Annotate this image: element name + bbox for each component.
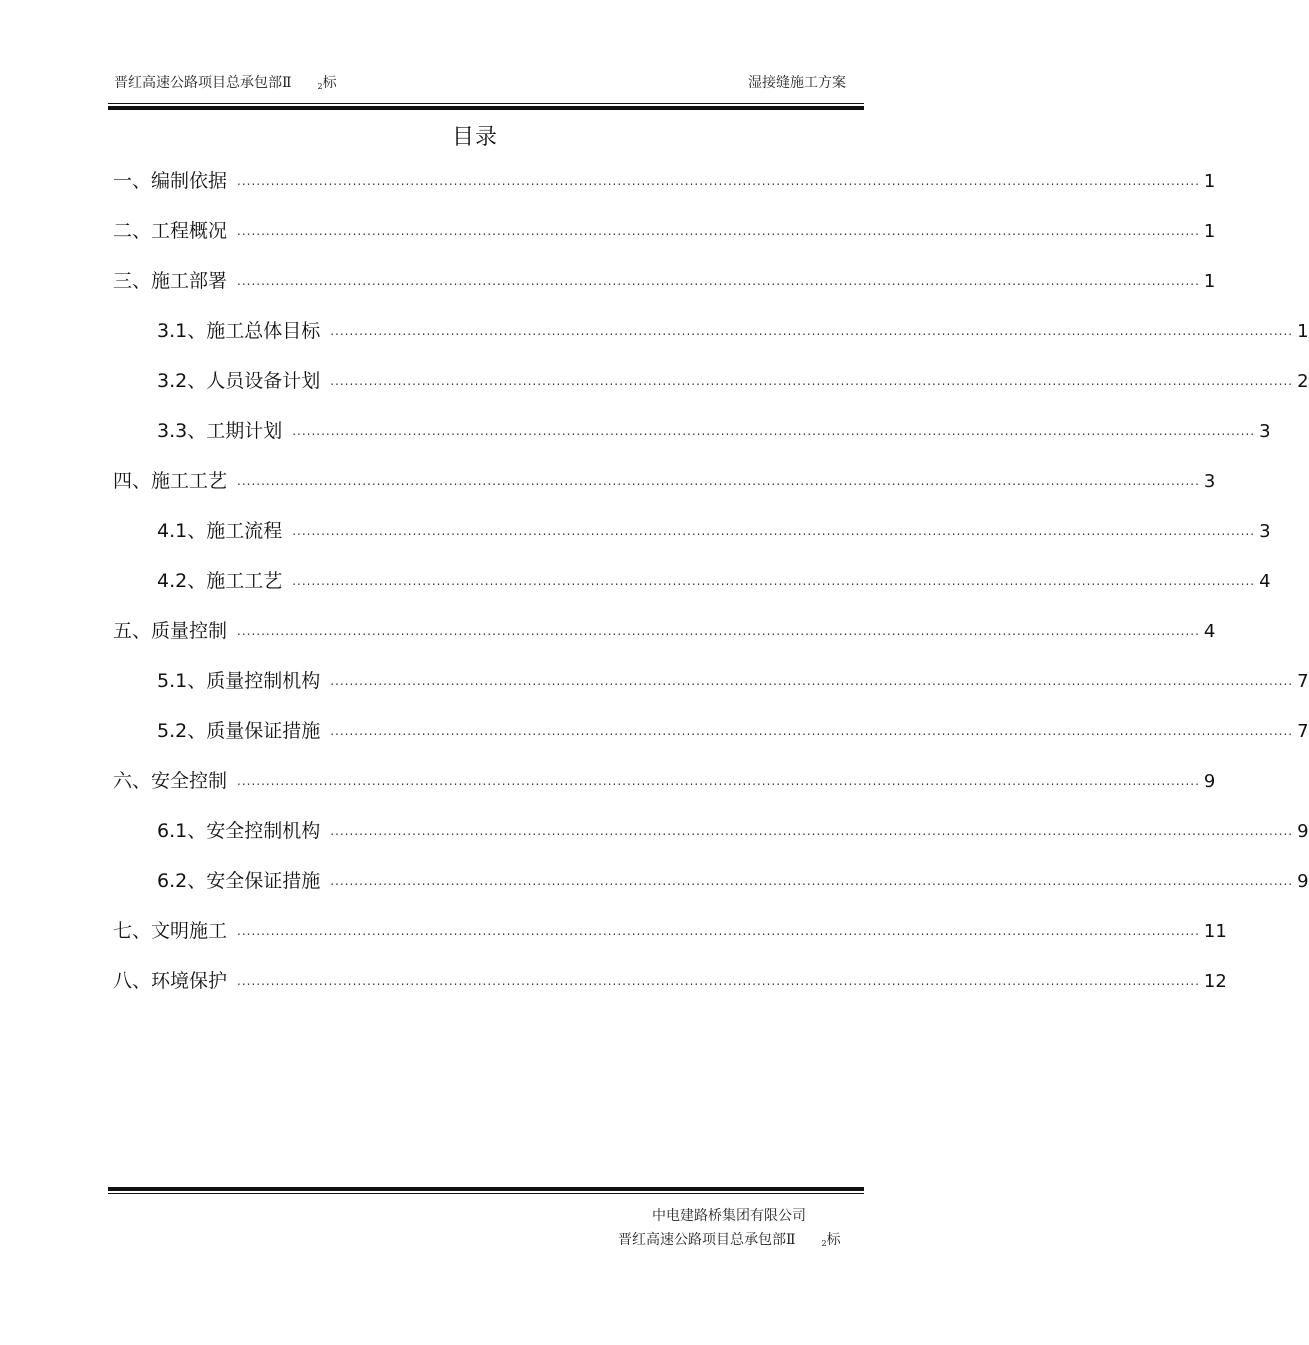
toc-leader-dots: ........................................................................................................................................................................................................ [237,974,1200,988]
toc-entry-label: 4.2、施工工艺 [157,570,283,592]
toc-leader-dots: ........................................................................................................................................................................................................ [292,524,1256,538]
toc-leader-dots: ........................................................................................................................................................................................................ [237,224,1200,238]
toc-entry-label: 六、安全控制 [113,770,228,792]
toc-entry[interactable] [113,216,1216,246]
toc-entry-page: 9 [1297,821,1309,842]
toc-entry-page: 4 [1203,621,1216,642]
toc-title: 目录 [451,125,498,150]
toc-entry[interactable] [157,716,1309,746]
toc-entry-label: 3.3、工期计划 [157,420,283,442]
toc-leader-dots: ........................................................................................................................................................................................................ [330,674,1294,688]
toc-entry-label: 3.1、施工总体目标 [157,320,321,342]
toc-leader-dots: ........................................................................................................................................................................................................ [237,274,1200,288]
toc-leader-dots: ........................................................................................................................................................................................................ [330,374,1294,388]
toc-entry-page: 9 [1203,771,1216,792]
toc-entry-label: 4.1、施工流程 [157,520,283,542]
toc-leader-dots: ........................................................................................................................................................................................................ [292,574,1256,588]
toc-entry-label: 五、质量控制 [113,620,228,642]
toc-entry-label: 三、施工部署 [113,270,228,292]
toc-entry-label: 3.2、人员设备计划 [157,370,321,392]
footer-rule-thick [108,1187,864,1191]
toc-leader-dots: ........................................................................................................................................................................................................ [237,174,1200,188]
header-project-suffix: 标 [322,75,337,91]
toc-leader-dots: ........................................................................................................................................................................................................ [237,924,1200,938]
toc-leader-dots: ........................................................................................................................................................................................................ [237,774,1200,788]
toc-leader-dots: ........................................................................................................................................................................................................ [330,324,1294,338]
header-project-subscript: 2 [317,82,323,91]
toc-entry[interactable] [113,466,1216,496]
toc-leader-dots: ........................................................................................................................................................................................................ [330,824,1294,838]
toc-entry[interactable] [113,966,1227,996]
toc-entry-page: 1 [1297,321,1309,342]
header-rule-thin [108,103,864,104]
toc-entry[interactable] [157,866,1309,896]
toc-entry[interactable] [157,366,1309,396]
header-project-text: 晋红高速公路项目总承包部Ⅱ [114,75,292,91]
toc-entry-page: 4 [1259,571,1271,592]
toc-entry-label: 6.2、安全保证措施 [157,870,321,892]
toc-entry-page: 9 [1297,871,1309,892]
toc-entry-page: 1 [1203,171,1216,192]
toc-entry[interactable] [157,566,1271,596]
toc-entry-label: 5.1、质量控制机构 [157,670,321,692]
footer-rule-thin [108,1193,864,1194]
toc-entry-page: 3 [1259,421,1271,442]
toc-entry-label: 四、施工工艺 [113,470,228,492]
toc-entry[interactable] [157,316,1309,346]
toc-entry[interactable] [157,666,1309,696]
toc-entry[interactable] [113,266,1216,296]
toc-entry-page: 12 [1203,971,1227,992]
toc-leader-dots: ........................................................................................................................................................................................................ [330,724,1294,738]
header-rule-thick [108,106,864,110]
footer-project-suffix: 标 [826,1232,841,1248]
toc-entry-label: 八、环境保护 [113,970,228,992]
toc-entry-page: 7 [1297,671,1309,692]
toc-entry-label: 七、文明施工 [113,920,228,942]
toc-entry[interactable] [113,766,1216,796]
toc-entry-label: 二、工程概况 [113,220,228,242]
header-document-title: 湿接缝施工方案 [748,75,846,91]
toc-entry[interactable] [157,416,1271,446]
toc-entry-page: 3 [1259,521,1271,542]
toc-entry-page: 1 [1203,271,1216,292]
toc-leader-dots: ........................................................................................................................................................................................................ [330,874,1294,888]
toc-leader-dots: ........................................................................................................................................................................................................ [237,474,1200,488]
toc-entry[interactable] [157,516,1271,546]
toc-entry-page: 11 [1203,921,1227,942]
footer-project [618,1229,841,1249]
toc-entry[interactable] [157,816,1309,846]
toc-entry-page: 3 [1203,471,1216,492]
toc-leader-dots: ........................................................................................................................................................................................................ [237,624,1200,638]
toc-entry[interactable] [113,616,1216,646]
toc-leader-dots: ........................................................................................................................................................................................................ [292,424,1256,438]
toc-entry-page: 7 [1297,721,1309,742]
page-header [108,70,864,94]
header-project-name [114,72,337,92]
toc-entry-label: 5.2、质量保证措施 [157,720,321,742]
toc-entry[interactable] [113,916,1227,946]
toc-entry-label: 6.1、安全控制机构 [157,820,321,842]
footer-company: 中电建路桥集团有限公司 [652,1208,806,1224]
footer-project-subscript: 2 [821,1239,827,1248]
toc-entry-page: 1 [1203,221,1216,242]
toc-entry-page: 2 [1297,371,1309,392]
toc-entry-label: 一、编制依据 [113,170,228,192]
toc-entry[interactable] [113,166,1216,196]
footer-project-text: 晋红高速公路项目总承包部Ⅱ [618,1232,796,1248]
